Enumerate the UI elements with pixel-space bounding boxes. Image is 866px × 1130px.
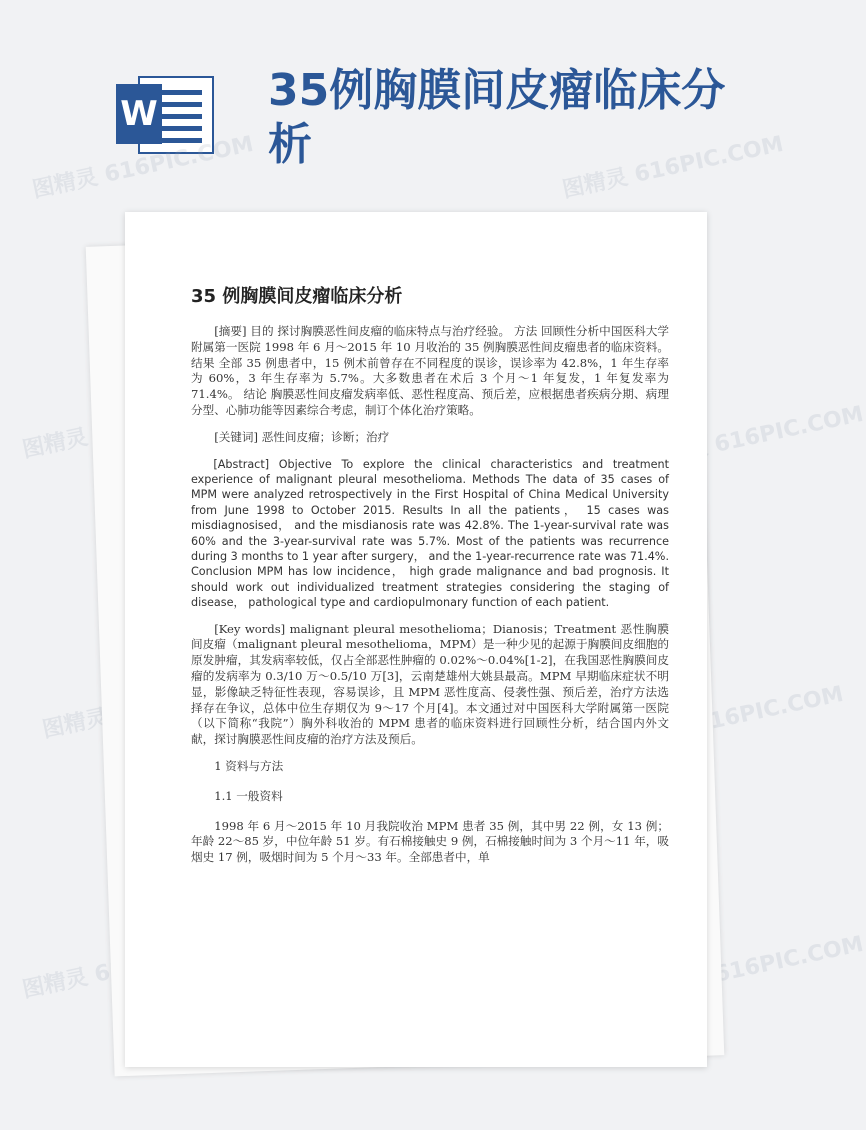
section-heading: 1 资料与方法 <box>214 759 284 774</box>
watermark: 图精灵 <box>20 424 91 464</box>
document-page <box>125 212 707 1067</box>
document-body <box>191 324 669 877</box>
watermark: 图精灵 <box>40 704 111 744</box>
word-badge: W <box>116 84 162 144</box>
word-document-icon <box>108 68 220 160</box>
watermark: 图精灵 <box>20 964 91 1004</box>
watermark: 图精灵 616PIC.COM <box>640 931 866 1004</box>
header <box>0 0 800 200</box>
general-data-paragraph: 1998 年 6 月～2015 年 10 月我院收治 MPM 患者 35 例，其中男 22 例，女 13 例；年龄 22～85 岁，中位年龄 51 岁。有石棉接触史 9 例，石棉接触时间为 3 个月～11 年，吸烟史 17 例，吸烟时间为 5 个月～33 年。全部患者中，单 <box>191 818 669 865</box>
keywords-cn: [关键词] 恶性间皮瘤；诊断；治疗 <box>214 429 390 444</box>
watermark: 图精灵 616PIC.COM <box>30 131 256 204</box>
document-title: 35 例胸膜间皮瘤临床分析 <box>191 286 403 307</box>
abstract-en: [Abstract] Objective To explore the clinical characteristics and treatment experience of malignant pleural mesothelioma. Methods The data of 35 cases of MPM were analyzed retrospectively in the First Hospital of China Medical University from June 1998 to October 2015. Results In all the patients， 15 cases was misdiagnosised， and the misdianosis rate was 42.8%. The 1-year-survival rate was 60% and the 3-year-survival rate was 5.7%. Most of the patients was recurrence during 3 months to 1 year after surgery， and the 1-year-recurrence rate was 71.4%. Conclusion MPM has low incidence， high grade malignance and bad prognosis. It should work out individualized treatment strategies considering the staging of disease， pathological type and cardiopulmonary function of each patient. <box>191 457 669 610</box>
keywords-intro: [Key words] malignant pleural mesothelioma；Dianosis；Treatment 恶性胸膜间皮瘤（malignant pleural mesothelioma，MPM）是一种少见的起源于胸膜间皮细胞的原发肿瘤，其发病率较低，仅占全部恶性肿瘤的 0.02%～0.04%[1-2]，在我国恶性胸膜间皮瘤的发病率为 0.3/10 万～0.5/10 万[3]，云南楚雄州大姚县最高。MPM 早期临床症状不明显，影像缺乏特征性表现，容易误诊，且 MPM 恶性度高、侵袭性强、预后差，治疗方法选择存在争议，总体中位生存期仅为 9～17 个月[4]。本文通过对中国医科大学附属第一医院（以下简称“我院”）胸外科收治的 MPM 患者的临床资料进行回顾性分析，结合国内外文献，探讨胸膜恶性间皮瘤的治疗方法及预后。 <box>191 621 669 747</box>
header-title: 35例胸膜间皮瘤临床分析 <box>268 65 726 170</box>
subsection-heading: 1.1 一般资料 <box>214 788 283 803</box>
watermark: 图精灵 616PIC.COM <box>640 401 866 474</box>
watermark: 图精灵 616PIC.COM <box>560 131 786 204</box>
watermark: 图精灵 616PIC.COM <box>620 681 846 754</box>
abstract-cn: [摘要] 目的 探讨胸膜恶性间皮瘤的临床特点与治疗经验。 方法 回顾性分析中国医科大学附属第一医院 1998 年 6 月～2015 年 10 月收治的 35 例胸膜恶性间皮瘤患者的临床资料。 结果 全部 35 例患者中，15 例术前曾存在不同程度的误诊，误诊率为 42.8%，1 年生存率为 60%，3 年生存率为 5.7%。大多数患者在术后 3 个月～1 年复发，1 年复发率为 71.4%。 结论 胸膜恶性间皮瘤发病率低、恶性程度高、预后差，应根据患者疾病分期、病理分型、心肺功能等因素综合考虑，制订个体化治疗策略。 <box>191 324 669 417</box>
